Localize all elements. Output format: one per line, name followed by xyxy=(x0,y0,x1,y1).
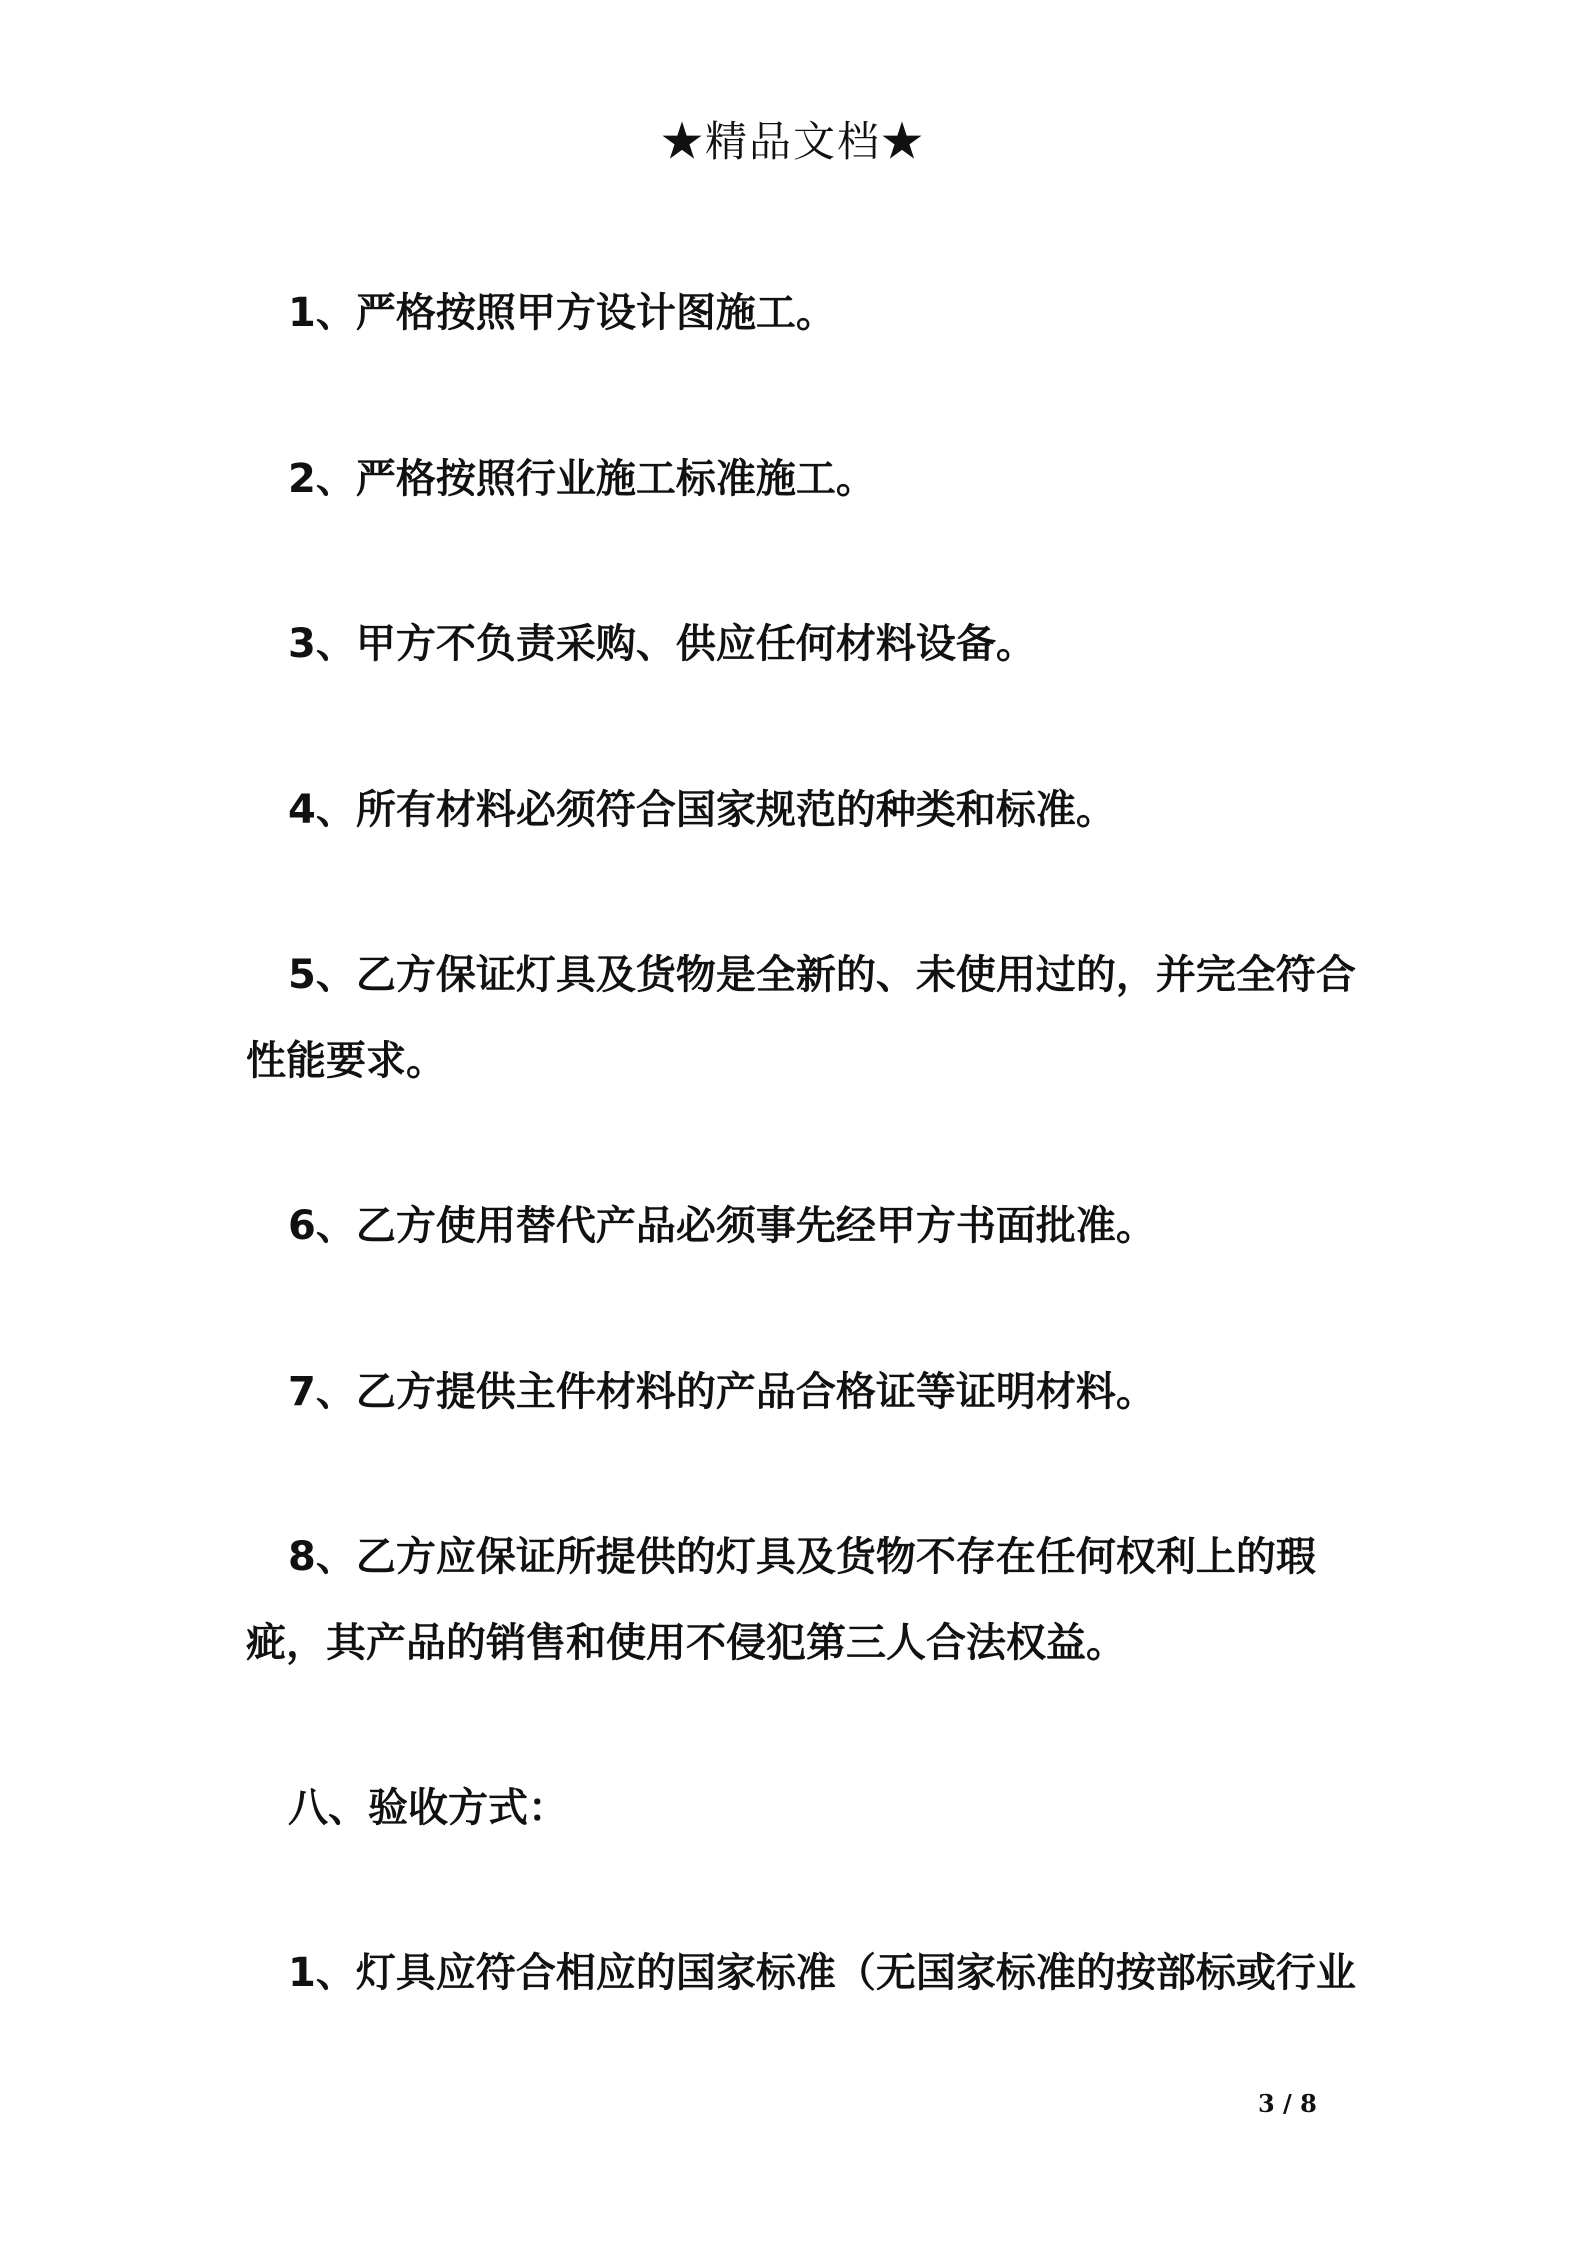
clause-item xyxy=(246,932,1356,1104)
document-header-title: ★精品文档★ xyxy=(660,117,925,166)
clause-line: 6、乙方使用替代产品必须事先经甲方书面批准。 xyxy=(288,1203,1156,1249)
clause-line: 7、乙方提供主件材料的产品合格证等证明材料。 xyxy=(288,1369,1156,1415)
clause-line: 3、甲方不负责采购、供应任何材料设备。 xyxy=(288,621,1036,667)
clause-line: 5、乙方保证灯具及货物是全新的、未使用过的，并完全符合 xyxy=(288,952,1356,998)
section-heading xyxy=(288,1765,568,1851)
clause-item xyxy=(288,767,1116,853)
clause-line: 1、严格按照甲方设计图施工。 xyxy=(288,290,836,336)
clause-line-continuation: 疵，其产品的销售和使用不侵犯第三人合法权益。 xyxy=(246,1620,1126,1666)
clause-item xyxy=(288,436,876,522)
clause-line: 2、严格按照行业施工标准施工。 xyxy=(288,456,876,502)
clause-line-continuation: 性能要求。 xyxy=(246,1038,446,1084)
page-number: 3 / 8 xyxy=(1258,2089,1317,2118)
clause-line: 8、乙方应保证所提供的灯具及货物不存在任何权利上的瑕 xyxy=(288,1534,1316,1580)
clause-item xyxy=(246,1514,1316,1686)
clause-item xyxy=(288,1930,1356,2016)
clause-item xyxy=(288,270,836,356)
clause-item xyxy=(288,1183,1156,1269)
clause-line: 4、所有材料必须符合国家规范的种类和标准。 xyxy=(288,787,1116,833)
clause-item xyxy=(288,1349,1156,1435)
clause-item xyxy=(288,601,1036,687)
section-heading-text: 八、验收方式： xyxy=(288,1785,568,1831)
clause-line: 1、灯具应符合相应的国家标准（无国家标准的按部标或行业 xyxy=(288,1950,1356,1996)
